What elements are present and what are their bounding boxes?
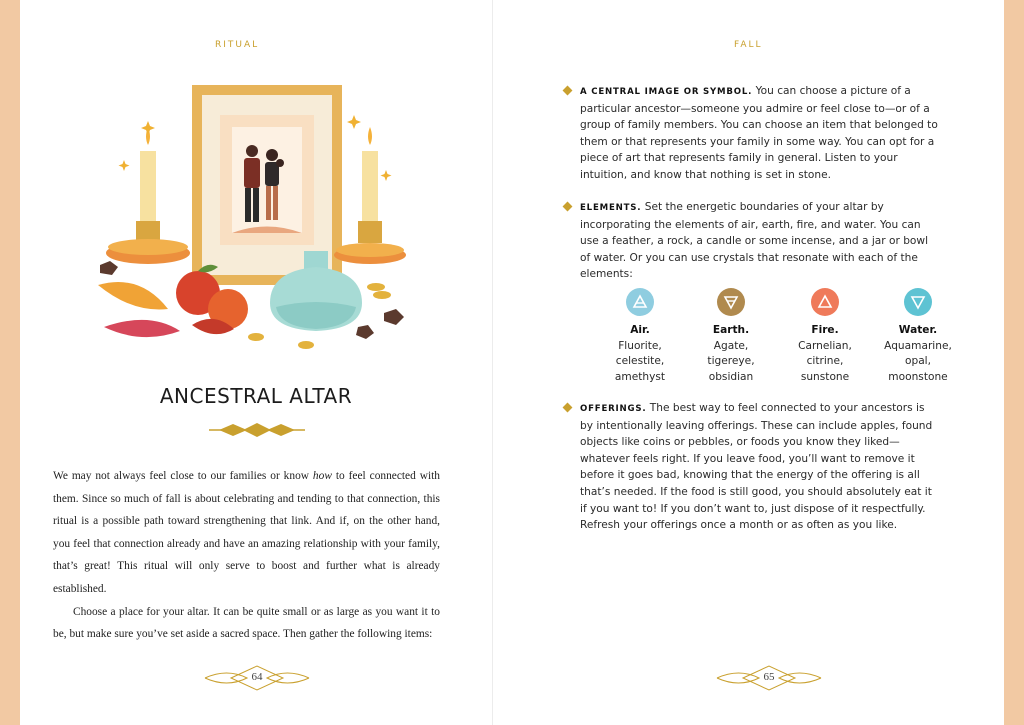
- earth-symbol-icon: [717, 288, 745, 316]
- element-earth: Earth. Agate, tigereye, obsidian: [686, 288, 776, 385]
- feather-icons: [98, 282, 180, 337]
- left-body-text: [53, 465, 440, 646]
- elements-grid: [600, 288, 960, 388]
- page-number: 64: [251, 671, 263, 683]
- folio-left: [197, 664, 317, 692]
- running-head-left: RITUAL: [215, 40, 260, 50]
- paragraph-1: We may not always feel close to our families or know how to feel connected with them. Since so much of fall is about celebrating and tending to that connection, this ritual is a possible path toward strengthening that link. And if, on the other hand, you feel that connection already and have an amazing relationship with your family, that’s great! This ritual will only serve to boost and further what is already established.: [53, 470, 440, 595]
- running-head-right: FALL: [734, 40, 763, 50]
- list-item-offerings: OFFERINGS. The best way to feel connected to your ancestors is by intentionally leaving offerings. These can include apples, found objects like coins or pebbles, or foods you know they liked—whatever feels right. If you leave food, you’ll want to remove it before it goes bad, knowing that the energy of the offering is all that’s needed. If the food is still good, you should absolutely eat it if you want to! If you don’t want to, just dispose of it respectfully. Refresh your offerings once a month or as often as you like.: [580, 400, 940, 534]
- element-air: Air. Fluorite, celestite, amethyst: [595, 288, 685, 385]
- left-candle-icon: [106, 127, 190, 264]
- element-fire: Fire. Carnelian, citrine, sunstone: [780, 288, 870, 385]
- list-item-elements: ELEMENTS. Set the energetic boundaries of your altar by incorporating the elements of air, earth, fire, and water. You can use a feather, a rock, a candle or some incense, and a jar or bowl of water. Or you can use crystals that resonate with each of the elements:: [580, 199, 940, 283]
- element-water: Water. Aquamarine, opal, moonstone: [873, 288, 963, 385]
- page-gutter: [492, 0, 493, 725]
- altar-illustration: [80, 75, 420, 365]
- air-symbol-icon: [626, 288, 654, 316]
- paragraph-2: Choose a place for your altar. It can be quite small or as large as you want it to be, but make sure you’ve set aside a sacred space. Then gather the following items:: [53, 605, 440, 641]
- page-number: 65: [763, 671, 775, 683]
- fire-symbol-icon: [811, 288, 839, 316]
- water-symbol-icon: [904, 288, 932, 316]
- right-candle-icon: [334, 127, 406, 264]
- title-ornament-icon: [209, 421, 305, 439]
- list-item-central-image: A CENTRAL IMAGE OR SYMBOL. You can choose a picture of a particular ancestor—someone you admire or feel close to—or of a group of family members. You can choose an item that belonged to them or that represents your family in some way. You can opt for a piece of art that represents family in general. Listen to your intuition, and know that nothing is set in stone.: [580, 83, 940, 184]
- page-title: ANCESTRAL ALTAR: [159, 384, 353, 408]
- folio-right: [709, 664, 829, 692]
